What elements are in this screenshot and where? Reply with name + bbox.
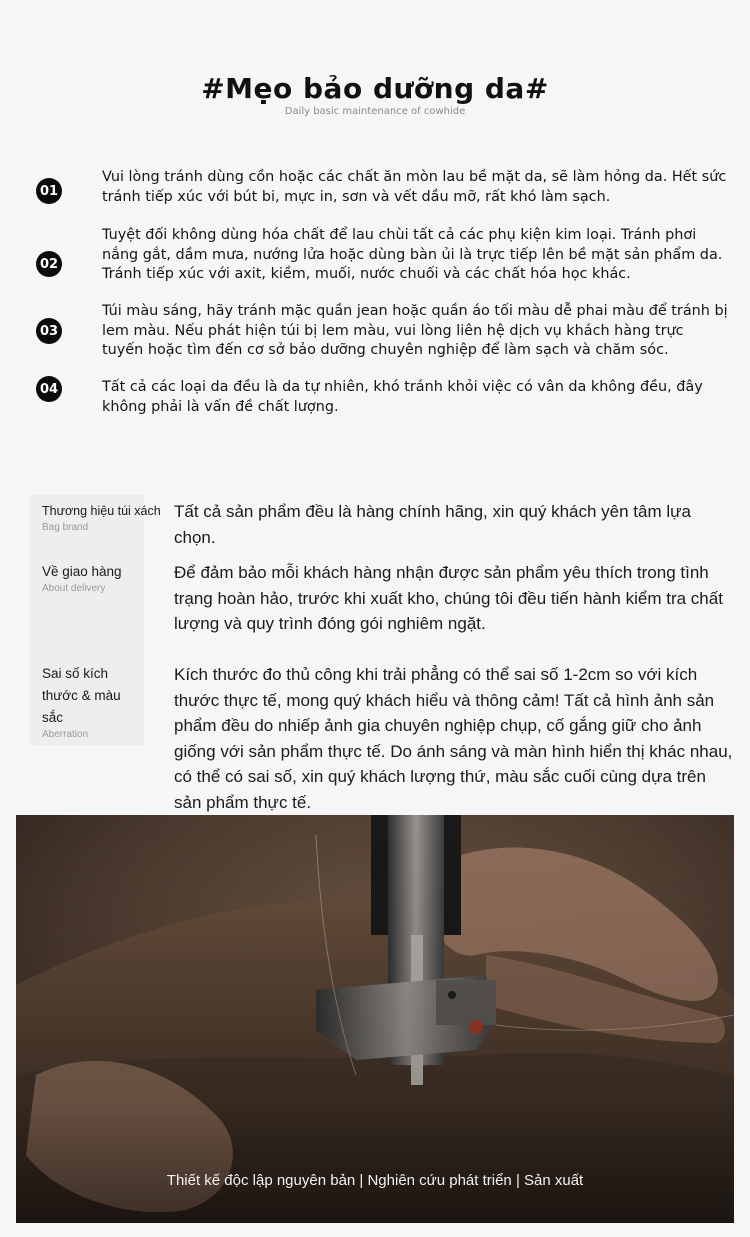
info-sublabel: Aberration: [42, 729, 89, 740]
info-label-delivery: [42, 561, 172, 594]
tip-number-badge: 01: [36, 178, 62, 204]
info-sublabel: Bag brand: [42, 522, 89, 533]
info-sublabel: About delivery: [42, 583, 106, 594]
info-value-delivery: Để đảm bảo mỗi khách hàng nhận được sản phẩm yêu thích trong tình trạng hoàn hảo, trước khi xuất kho, chúng tôi đều tiến hành kiểm tra chất lượng và quy trình đóng gói nghiêm ngặt.: [174, 563, 723, 633]
tip-text: Túi màu sáng, hãy tránh mặc quần jean hoặc quần áo tối màu dễ phai màu để tránh bị lem màu. Nếu phát hiện túi bị lem màu, vui lòng liên hệ dịch vụ khách hàng trực tuyến hoặc tìm đến cơ sở bảo dưỡng chuyên nghiệp để làm sạch và chăm sóc.: [102, 303, 728, 358]
info-label: Thương hiệu túi xách: [42, 504, 161, 518]
info-label-aberration: [42, 663, 144, 740]
page-subtitle: Daily basic maintenance of cowhide: [284, 106, 466, 117]
tip-number-badge: 04: [36, 376, 62, 402]
tip-text: Tuyệt đối không dùng hóa chất để lau chùi tất cả các phụ kiện kim loại. Tránh phơi nắng gắt, dầm mưa, nướng lửa hoặc dùng bàn ủi là trực tiếp lên bề mặt sản phẩm da. Tránh tiếp xúc với axit, kiềm, muối, nước chuối và các chất hóa học khác.: [102, 227, 723, 282]
tip-number-badge: 02: [36, 251, 62, 277]
page-title: #Mẹo bảo dưỡng da#: [201, 72, 549, 105]
sewing-machine-illustration: [16, 815, 734, 1223]
photo-caption: Thiết kế độc lập nguyên bản | Nghiên cứu phát triển | Sản xuất: [166, 1172, 584, 1189]
tip-number-badge: 03: [36, 318, 62, 344]
info-label-brand: [42, 500, 172, 533]
info-label: Sai số kích thước & màu sắc: [42, 666, 121, 725]
info-value-aberration: Kích thước đo thủ công khi trải phẳng có thể sai số 1-2cm so với kích thước thực tế, mong quý khách hiểu và thông cảm! Tất cả hình ảnh sản phẩm đều do nhiếp ảnh gia chuyên nghiệp chụp, cố gắng giữ cho ảnh giống với sản phẩm thực tế. Do ánh sáng và màn hình hiển thị khác nhau, có thể có sai số, xin quý khách lượng thứ, màu sắc cuối cùng dựa trên sản phẩm thực tế.: [174, 665, 733, 812]
tip-text: Tất cả các loại da đều là da tự nhiên, khó tránh khỏi việc có vân da không đều, đây không phải là vấn đề chất lượng.: [102, 379, 703, 415]
sewing-photo: [16, 815, 734, 1223]
tip-text: Vui lòng tránh dùng cồn hoặc các chất ăn mòn lau bề mặt da, sẽ làm hỏng da. Hết sức tránh tiếp xúc với bút bi, mực in, sơn và vết dầu mỡ, rất khó làm sạch.: [102, 169, 727, 205]
info-label: Về giao hàng: [42, 564, 122, 579]
info-value-brand: Tất cả sản phẩm đều là hàng chính hãng, xin quý khách yên tâm lựa chọn.: [174, 502, 691, 547]
